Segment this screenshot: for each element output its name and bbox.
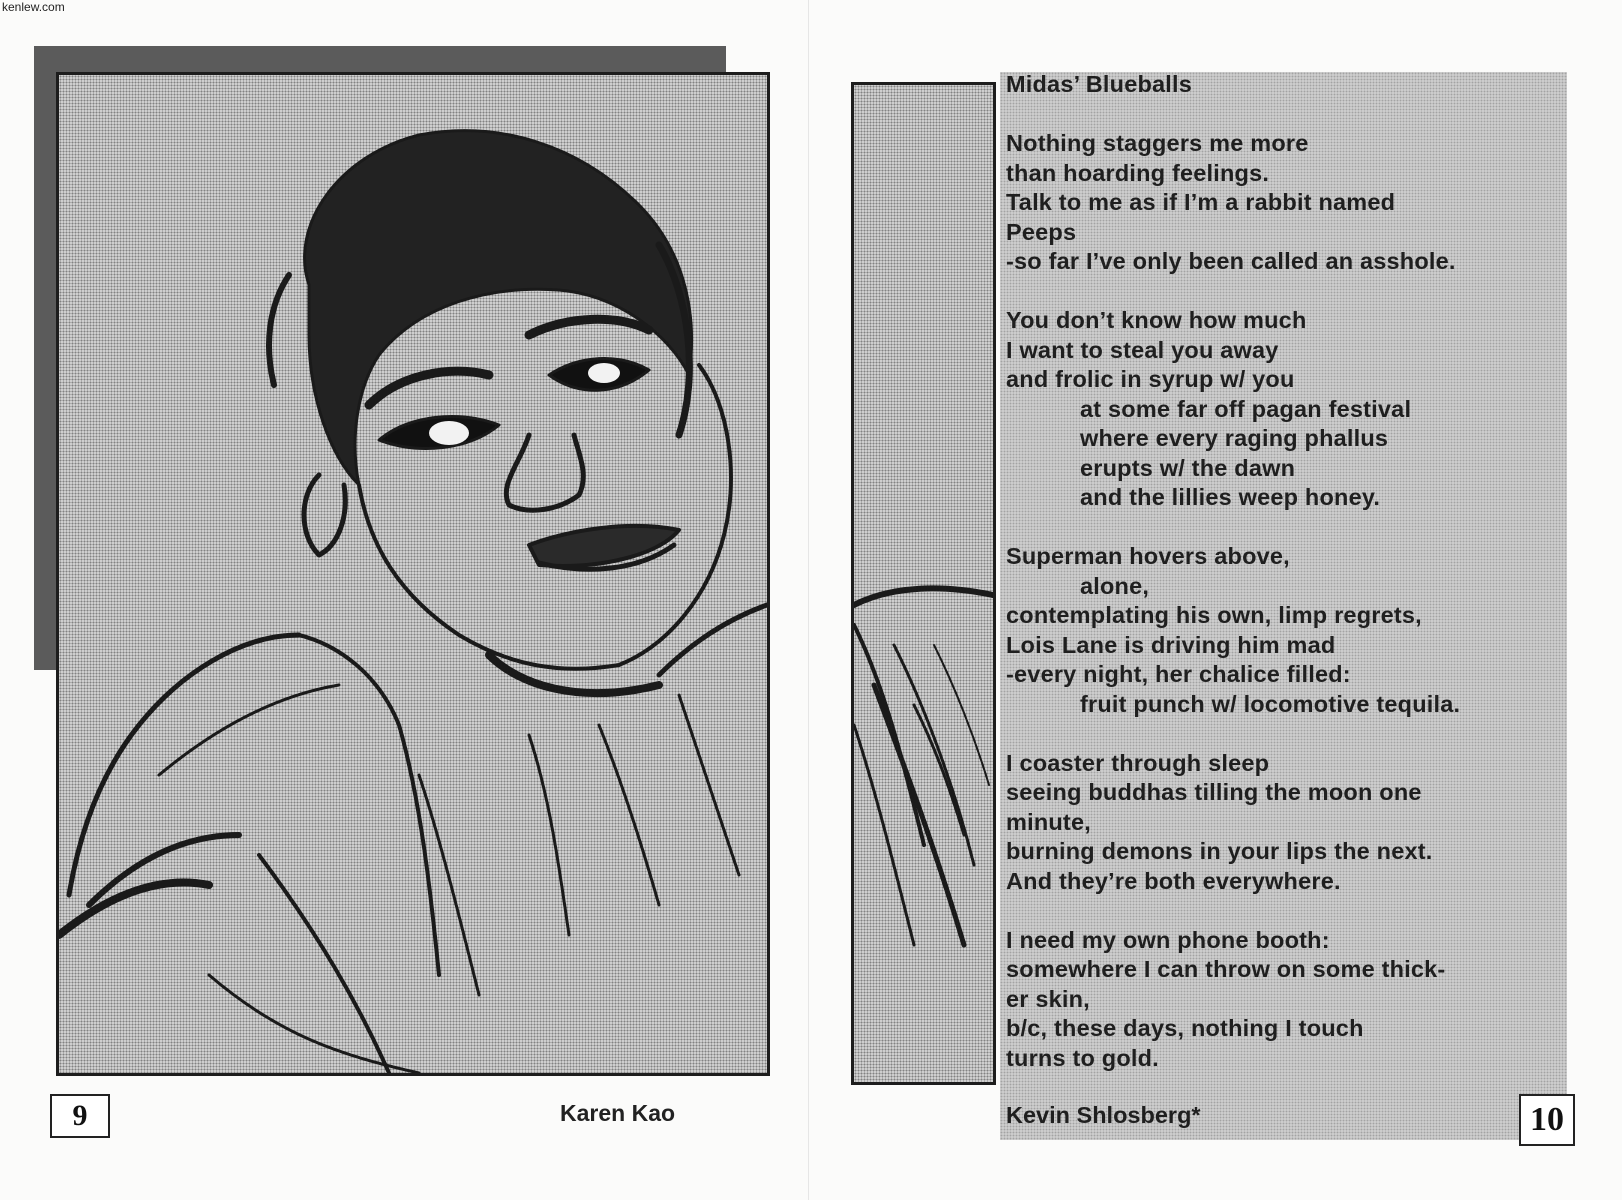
poem-stanza <box>1006 542 1561 719</box>
poem-stanza <box>1006 749 1561 897</box>
poem-line: seeing buddhas tilling the moon one <box>1006 779 1422 805</box>
poem-stanza <box>1006 926 1561 1074</box>
page-number-left: 9 <box>50 1094 110 1138</box>
poem-title: Midas’ Blueballs <box>1006 71 1193 97</box>
poem-line: er skin, <box>1006 985 1090 1012</box>
poem-line: -every night, her chalice filled: <box>1006 661 1351 687</box>
portrait-sketch <box>59 75 767 1073</box>
illustration-strip-sketch <box>854 85 993 1082</box>
poem-line: turns to gold. <box>1006 1044 1159 1071</box>
poem-line: fruit punch w/ locomotive tequila. <box>1080 690 1461 717</box>
poem-stanza <box>1006 306 1561 513</box>
poem-line: You don’t know how much <box>1006 307 1307 333</box>
poem-line: And they’re both everywhere. <box>1006 867 1341 894</box>
poem-author: Kevin Shlosberg* <box>1006 1102 1201 1128</box>
poem-line: Peeps <box>1006 218 1077 245</box>
page-gutter <box>808 0 809 1200</box>
poem-line: b/c, these days, nothing I touch <box>1006 1015 1364 1041</box>
watermark: kenlew.com <box>2 0 65 14</box>
poem-body <box>1006 70 1561 1103</box>
poem-line: than hoarding feelings. <box>1006 159 1270 186</box>
poem-line: I need my own phone booth: <box>1006 926 1330 953</box>
poem-line: where every raging phallus <box>1080 425 1389 451</box>
poem-line: I want to steal you away <box>1006 336 1279 363</box>
poem-line: alone, <box>1080 572 1150 599</box>
poem-line: and frolic in syrup w/ you <box>1006 366 1295 392</box>
poem-line: -so far I’ve only been called an asshole. <box>1006 248 1456 274</box>
poem-line: Nothing staggers me more <box>1006 130 1309 156</box>
poem-line: Lois Lane is driving him mad <box>1006 631 1336 658</box>
poem-line: minute, <box>1006 808 1091 835</box>
poem-line: somewhere I can throw on some thick- <box>1006 956 1446 982</box>
poem-line: I coaster through sleep <box>1006 749 1270 776</box>
poem-line: Talk to me as if I’m a rabbit named <box>1006 189 1396 215</box>
portrait-illustration <box>56 72 770 1076</box>
poem-line: and the lillies weep honey. <box>1080 484 1381 510</box>
poem-line: burning demons in your lips the next. <box>1006 838 1433 864</box>
poem-line: at some far off pagan festival <box>1080 395 1412 422</box>
illustration-strip <box>851 82 996 1085</box>
poem-line: erupts w/ the dawn <box>1080 454 1296 481</box>
poem-line: Superman hovers above, <box>1006 543 1290 569</box>
poem-stanza <box>1006 129 1561 277</box>
page-number-right: 10 <box>1519 1094 1575 1146</box>
poem-line: contemplating his own, limp regrets, <box>1006 602 1422 628</box>
artist-credit: Karen Kao <box>560 1100 676 1126</box>
